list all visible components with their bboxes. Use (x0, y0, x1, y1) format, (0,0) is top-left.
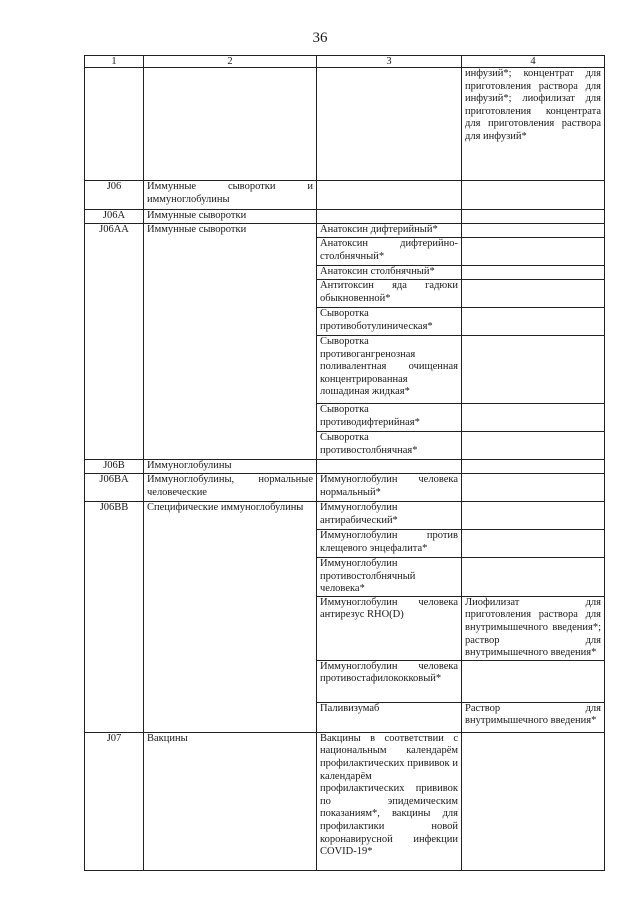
table-row (85, 68, 605, 181)
group-cell (144, 660, 317, 702)
atc-code-cell (85, 432, 144, 460)
table-row (85, 432, 605, 460)
drug-cell: Вакцины в соответствии с национальным календарём профилактических прививок и календарём профилактических прививок по эпидемическим показаниям*, вакцины для профилактики новой коронавирусной инфекции COVID-19* (317, 732, 462, 870)
header-col-3: 3 (317, 56, 462, 68)
form-cell (462, 474, 605, 502)
drug-cell: Антитоксин яда гадюки обыкновенной* (317, 280, 462, 308)
atc-code-cell (85, 596, 144, 660)
drug-cell: Иммуноглобулин против клещевого энцефалита* (317, 530, 462, 558)
group-cell (144, 432, 317, 460)
form-cell (462, 280, 605, 308)
group-cell (144, 558, 317, 597)
group-cell: Иммунные сыворотки (144, 210, 317, 224)
form-cell (462, 266, 605, 280)
form-cell (462, 432, 605, 460)
atc-code-cell (85, 336, 144, 404)
drug-cell: Анатоксин столбнячный* (317, 266, 462, 280)
atc-code-cell (85, 702, 144, 732)
atc-code-cell (85, 266, 144, 280)
group-cell: Иммуноглобулины (144, 460, 317, 474)
group-cell: Иммунные сыворотки (144, 224, 317, 238)
form-cell (462, 308, 605, 336)
table-row (85, 181, 605, 210)
group-cell (144, 596, 317, 660)
atc-code-cell (85, 280, 144, 308)
atc-code-cell: J06B (85, 460, 144, 474)
table-row (85, 702, 605, 732)
atc-code-cell: J07 (85, 732, 144, 870)
header-col-4: 4 (462, 56, 605, 68)
group-cell (144, 308, 317, 336)
page-number: 36 (312, 30, 328, 46)
table-row (85, 224, 605, 238)
group-cell (144, 280, 317, 308)
atc-code-cell (85, 68, 144, 181)
drug-cell: Иммуноглобулин человека противостафилококковый* (317, 660, 462, 702)
table-row (85, 530, 605, 558)
table-row (85, 308, 605, 336)
table-row (85, 210, 605, 224)
form-cell (462, 732, 605, 870)
form-cell (462, 660, 605, 702)
table-row (85, 502, 605, 530)
drug-cell: Паливизумаб (317, 702, 462, 732)
group-cell (144, 404, 317, 432)
atc-code-cell (85, 404, 144, 432)
header-col-2: 2 (144, 56, 317, 68)
drug-table (84, 55, 605, 871)
drug-cell (317, 210, 462, 224)
table-row (85, 266, 605, 280)
drug-cell: Сыворотка противодифтерийная* (317, 404, 462, 432)
atc-code-cell (85, 238, 144, 266)
table-row (85, 238, 605, 266)
table-row (85, 460, 605, 474)
drug-cell: Сыворотка противоботулиническая* (317, 308, 462, 336)
group-cell (144, 266, 317, 280)
header-col-1: 1 (85, 56, 144, 68)
group-cell: Вакцины (144, 732, 317, 870)
group-cell (144, 336, 317, 404)
form-cell (462, 404, 605, 432)
atc-code-cell (85, 530, 144, 558)
drug-cell (317, 460, 462, 474)
drug-cell (317, 181, 462, 210)
form-cell (462, 336, 605, 404)
table-row (85, 336, 605, 404)
atc-code-cell: J06BA (85, 474, 144, 502)
drug-cell: Иммуноглобулин человека антирезус RHO(D) (317, 596, 462, 660)
form-cell (462, 210, 605, 224)
atc-code-cell: J06AA (85, 224, 144, 238)
table-row (85, 660, 605, 702)
form-cell (462, 238, 605, 266)
group-cell: Иммунные сыворотки и иммуноглобулины (144, 181, 317, 210)
drug-cell: Сыворотка противостолбнячная* (317, 432, 462, 460)
group-cell: Иммуноглобулины, нормальные человеческие (144, 474, 317, 502)
atc-code-cell: J06A (85, 210, 144, 224)
drug-cell: Иммуноглобулин антирабический* (317, 502, 462, 530)
table-row (85, 280, 605, 308)
drug-cell: Анатоксин дифтерийный* (317, 224, 462, 238)
table-header-row (85, 56, 605, 68)
table-row (85, 732, 605, 870)
table-row (85, 404, 605, 432)
form-cell: инфузий*; концентрат для приготовления раствора для инфузий*; лиофилизат для приготовления концентрата для приготовления раствора для инфузий* (462, 68, 605, 181)
atc-code-cell (85, 308, 144, 336)
form-cell: Лиофилизат для приготовления раствора для внутримышечного введения*; раствор для внутримышечного введения* (462, 596, 605, 660)
table-row (85, 474, 605, 502)
form-cell (462, 558, 605, 597)
table-row (85, 596, 605, 660)
atc-code-cell (85, 558, 144, 597)
form-cell (462, 181, 605, 210)
group-cell: Специфические иммуноглобулины (144, 502, 317, 530)
form-cell (462, 502, 605, 530)
group-cell (144, 702, 317, 732)
drug-cell: Иммуноглобулин человека нормальный* (317, 474, 462, 502)
table-row (85, 558, 605, 597)
group-cell (144, 238, 317, 266)
atc-code-cell (85, 660, 144, 702)
drug-cell: Иммуноглобулин противостолбнячный человека* (317, 558, 462, 597)
drug-cell: Сыворотка противогангренозная поливалентная очищенная концентрированная лошадиная жидкая* (317, 336, 462, 404)
group-cell (144, 68, 317, 181)
atc-code-cell: J06BB (85, 502, 144, 530)
atc-code-cell: J06 (85, 181, 144, 210)
form-cell (462, 530, 605, 558)
form-cell (462, 460, 605, 474)
form-cell (462, 224, 605, 238)
drug-cell (317, 68, 462, 181)
form-cell: Раствор для внутримышечного введения* (462, 702, 605, 732)
group-cell (144, 530, 317, 558)
drug-cell: Анатоксин дифтерийно-столбнячный* (317, 238, 462, 266)
